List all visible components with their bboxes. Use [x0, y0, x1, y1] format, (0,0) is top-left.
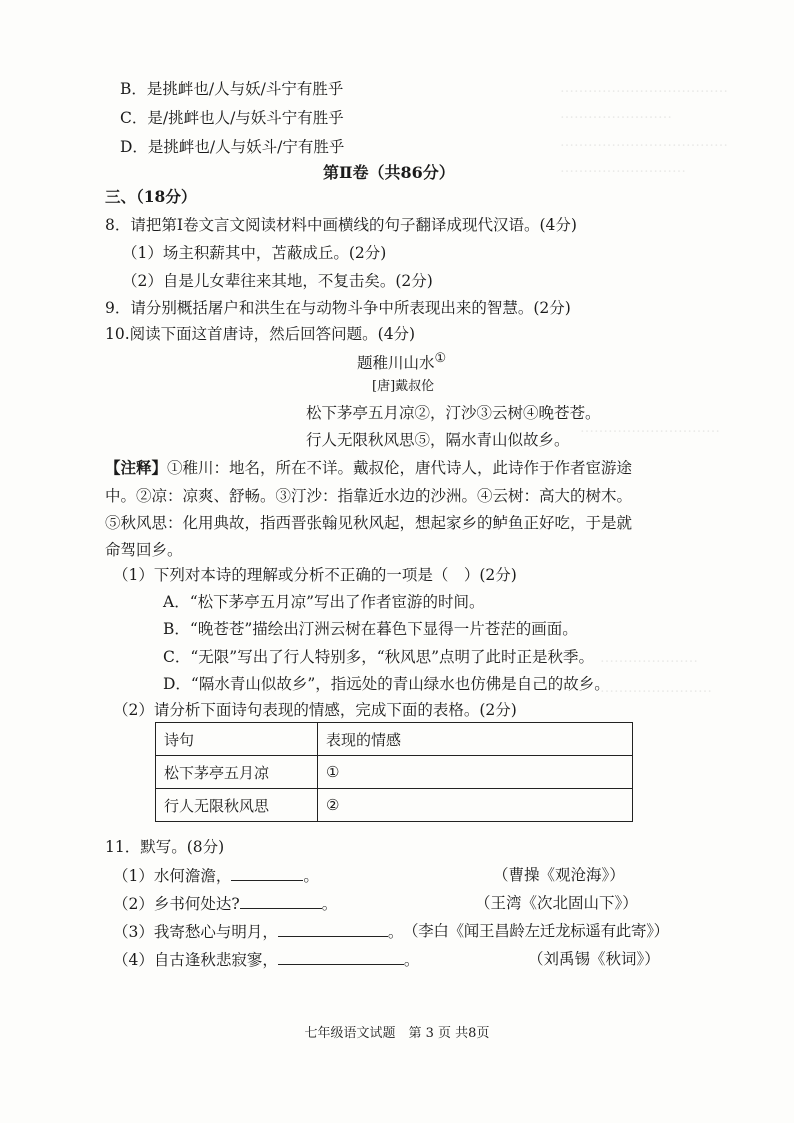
poem-note-line-3: ⑤秋风思：化用典故，指西晋张翰见秋风起，想起家乡的鲈鱼正好吃，于是就 — [105, 514, 633, 532]
q10-sub2: （2）请分析下面诗句表现的情感，完成下面的表格。(2分) — [113, 701, 517, 719]
q10-option-a: A．“松下茅亭五月凉”写出了作者宦游的时间。 — [163, 593, 485, 611]
note-label: 【注释】 — [105, 458, 168, 477]
fill-blank[interactable] — [231, 864, 303, 881]
poem-line-2: 行人无限秋风思⑤，隔水青山似故乡。 — [306, 431, 570, 449]
part2-title: 第Ⅱ卷（共86分） — [323, 163, 455, 182]
q11-item-4: （4）自古逢秋悲寂寥， 。 — [113, 948, 419, 971]
q10-option-c: C．“无限”写出了行人特别多，“秋风思”点明了此时正是秋季。 — [163, 648, 595, 666]
q11-item-3: （3）我寄愁心与明月， 。 — [113, 920, 403, 943]
poem-author: [唐]戴叔伦 — [372, 379, 435, 394]
poem-line-1: 松下茅亭五月凉②，汀沙③云树④晚苍苍。 — [306, 404, 601, 422]
q11-source-4: （刘禹锡《秋词》） — [528, 950, 660, 968]
q11-stem: 11．默写。(8分) — [105, 838, 225, 856]
q11-item-1: （1）水何澹澹， 。 — [113, 864, 319, 887]
table-cell-verse: 行人无限秋风思 — [156, 789, 318, 822]
q7-option-d: D．是挑衅也/人与妖斗/宁有胜乎 — [120, 138, 345, 156]
q11-source-2: （王湾《次北固山下》） — [475, 894, 638, 912]
table-row — [156, 789, 633, 822]
exam-page: ……………………………… …………………… ……………………………… ……………………… ………………………… ………………… …………………… B．是挑衅也/人与妖/斗宁有胜乎 C．是/挑衅也人/与妖斗宁有胜乎 D．是挑衅也/人与妖斗/宁有胜乎 第Ⅱ卷（共86分） 三、（18分） 8．请把第Ⅰ卷文言文阅读材料中画横线的句子翻译成现代汉语。(4分) （1）场主积薪其中，苫蔽成丘。(2分) （2）自是儿女辈往来其地，不复击矣。(2分) 9．请分别概括屠户和洪生在与动物斗争中所表现出来的智慧。(2分) 10.阅读下面这首唐诗，然后回答问题。(4分) 题稚川山水① [唐]戴叔伦 松下茅亭五月凉②，汀沙③云树④晚苍苍。 行人无限秋风思⑤，隔水青山似故乡。 【注释】①稚川：地名，所在不详。戴叔伦，唐代诗人，此诗作于作者宦游途 中。②凉：凉爽、舒畅。③汀沙：指靠近水边的沙洲。④云树：高大的树木。 ⑤秋风思：化用典故，指西晋张翰见秋风起，想起家乡的鲈鱼正好吃，于是就 命驾回乡。 （1）下列对本诗的理解或分析不正确的一项是（ ）(2分) A．“松下茅亭五月凉”写出了作者宦游的时间。 B．“晚苍苍”描绘出汀洲云树在暮色下显得一片苍茫的画面。 C．“无限”写出了行人特别多，“秋风思”点明了此时正是秋季。 D．“隔水青山似故乡”，指远处的青山绿水也仿佛是自己的故乡。 （2）请分析下面诗句表现的情感，完成下面的表格。(2分) 诗句 表现的情感 松下茅亭五月凉 ① 行人无限秋风思 ② 11．默写。(8分) （1）水何澹澹， 。 （曹操《观沧海》） （2）乡书何处达? 。 （王湾《次北固山下》） （3）我寄愁心与明月， 。 （李白《闻王昌龄左迁龙标遥有此寄》） （4）自古逢秋悲寂寥， 。 （刘禹锡《秋词》） 七年级语文试题 第 3 页 共8页 — [0, 0, 794, 1123]
q11-source-3: （李白《闻王昌龄左迁龙标遥有此寄》） — [403, 922, 669, 940]
q11-source-1: （曹操《观沧海》） — [493, 866, 625, 884]
poem-note-line-1: 【注释】①稚川：地名，所在不详。戴叔伦，唐代诗人，此诗作于作者宦游途 — [105, 458, 633, 477]
q10-option-b: B．“晚苍苍”描绘出汀洲云树在暮色下显得一片苍茫的画面。 — [163, 620, 578, 638]
fill-blank[interactable] — [240, 892, 322, 909]
table-header-cell: 诗句 — [156, 723, 318, 756]
page-footer: 七年级语文试题 第 3 页 共8页 — [304, 1026, 490, 1041]
fill-blank[interactable] — [278, 948, 404, 965]
q7-option-c: C．是/挑衅也人/与妖斗宁有胜乎 — [120, 109, 344, 127]
section3-heading: 三、（18分） — [105, 187, 197, 206]
q11-item-2: （2）乡书何处达? 。 — [113, 892, 337, 915]
q8-sub1: （1）场主积薪其中，苫蔽成丘。(2分) — [122, 244, 387, 262]
q10-stem: 10.阅读下面这首唐诗，然后回答问题。(4分) — [105, 325, 416, 343]
table-cell-answer[interactable]: ② — [318, 789, 633, 822]
poem-note-line-2: 中。②凉：凉爽、舒畅。③汀沙：指靠近水边的沙洲。④云树：高大的树木。 — [105, 487, 633, 505]
q9-stem: 9．请分别概括屠户和洪生在与动物斗争中所表现出来的智慧。(2分) — [105, 299, 571, 317]
fill-blank[interactable] — [278, 920, 388, 937]
poem-title: 题稚川山水① — [357, 351, 447, 373]
q7-option-b: B．是挑衅也/人与妖/斗宁有胜乎 — [120, 80, 344, 98]
q8-sub2: （2）自是儿女辈往来其地，不复击矣。(2分) — [122, 272, 433, 290]
poem-note-line-4: 命驾回乡。 — [105, 541, 183, 559]
table-header-row — [156, 723, 633, 756]
q8-stem: 8．请把第Ⅰ卷文言文阅读材料中画横线的句子翻译成现代汉语。(4分) — [105, 216, 577, 234]
table-cell-verse: 松下茅亭五月凉 — [156, 756, 318, 789]
table-cell-answer[interactable]: ① — [318, 756, 633, 789]
poem-title-note-mark: ① — [434, 351, 447, 366]
q10-sub1: （1）下列对本诗的理解或分析不正确的一项是（ ）(2分) — [113, 566, 517, 584]
table-row — [156, 756, 633, 789]
q10-option-d: D．“隔水青山似故乡”，指远处的青山绿水也仿佛是自己的故乡。 — [163, 675, 610, 693]
table-header-cell: 表现的情感 — [318, 723, 633, 756]
emotion-table — [155, 722, 633, 822]
